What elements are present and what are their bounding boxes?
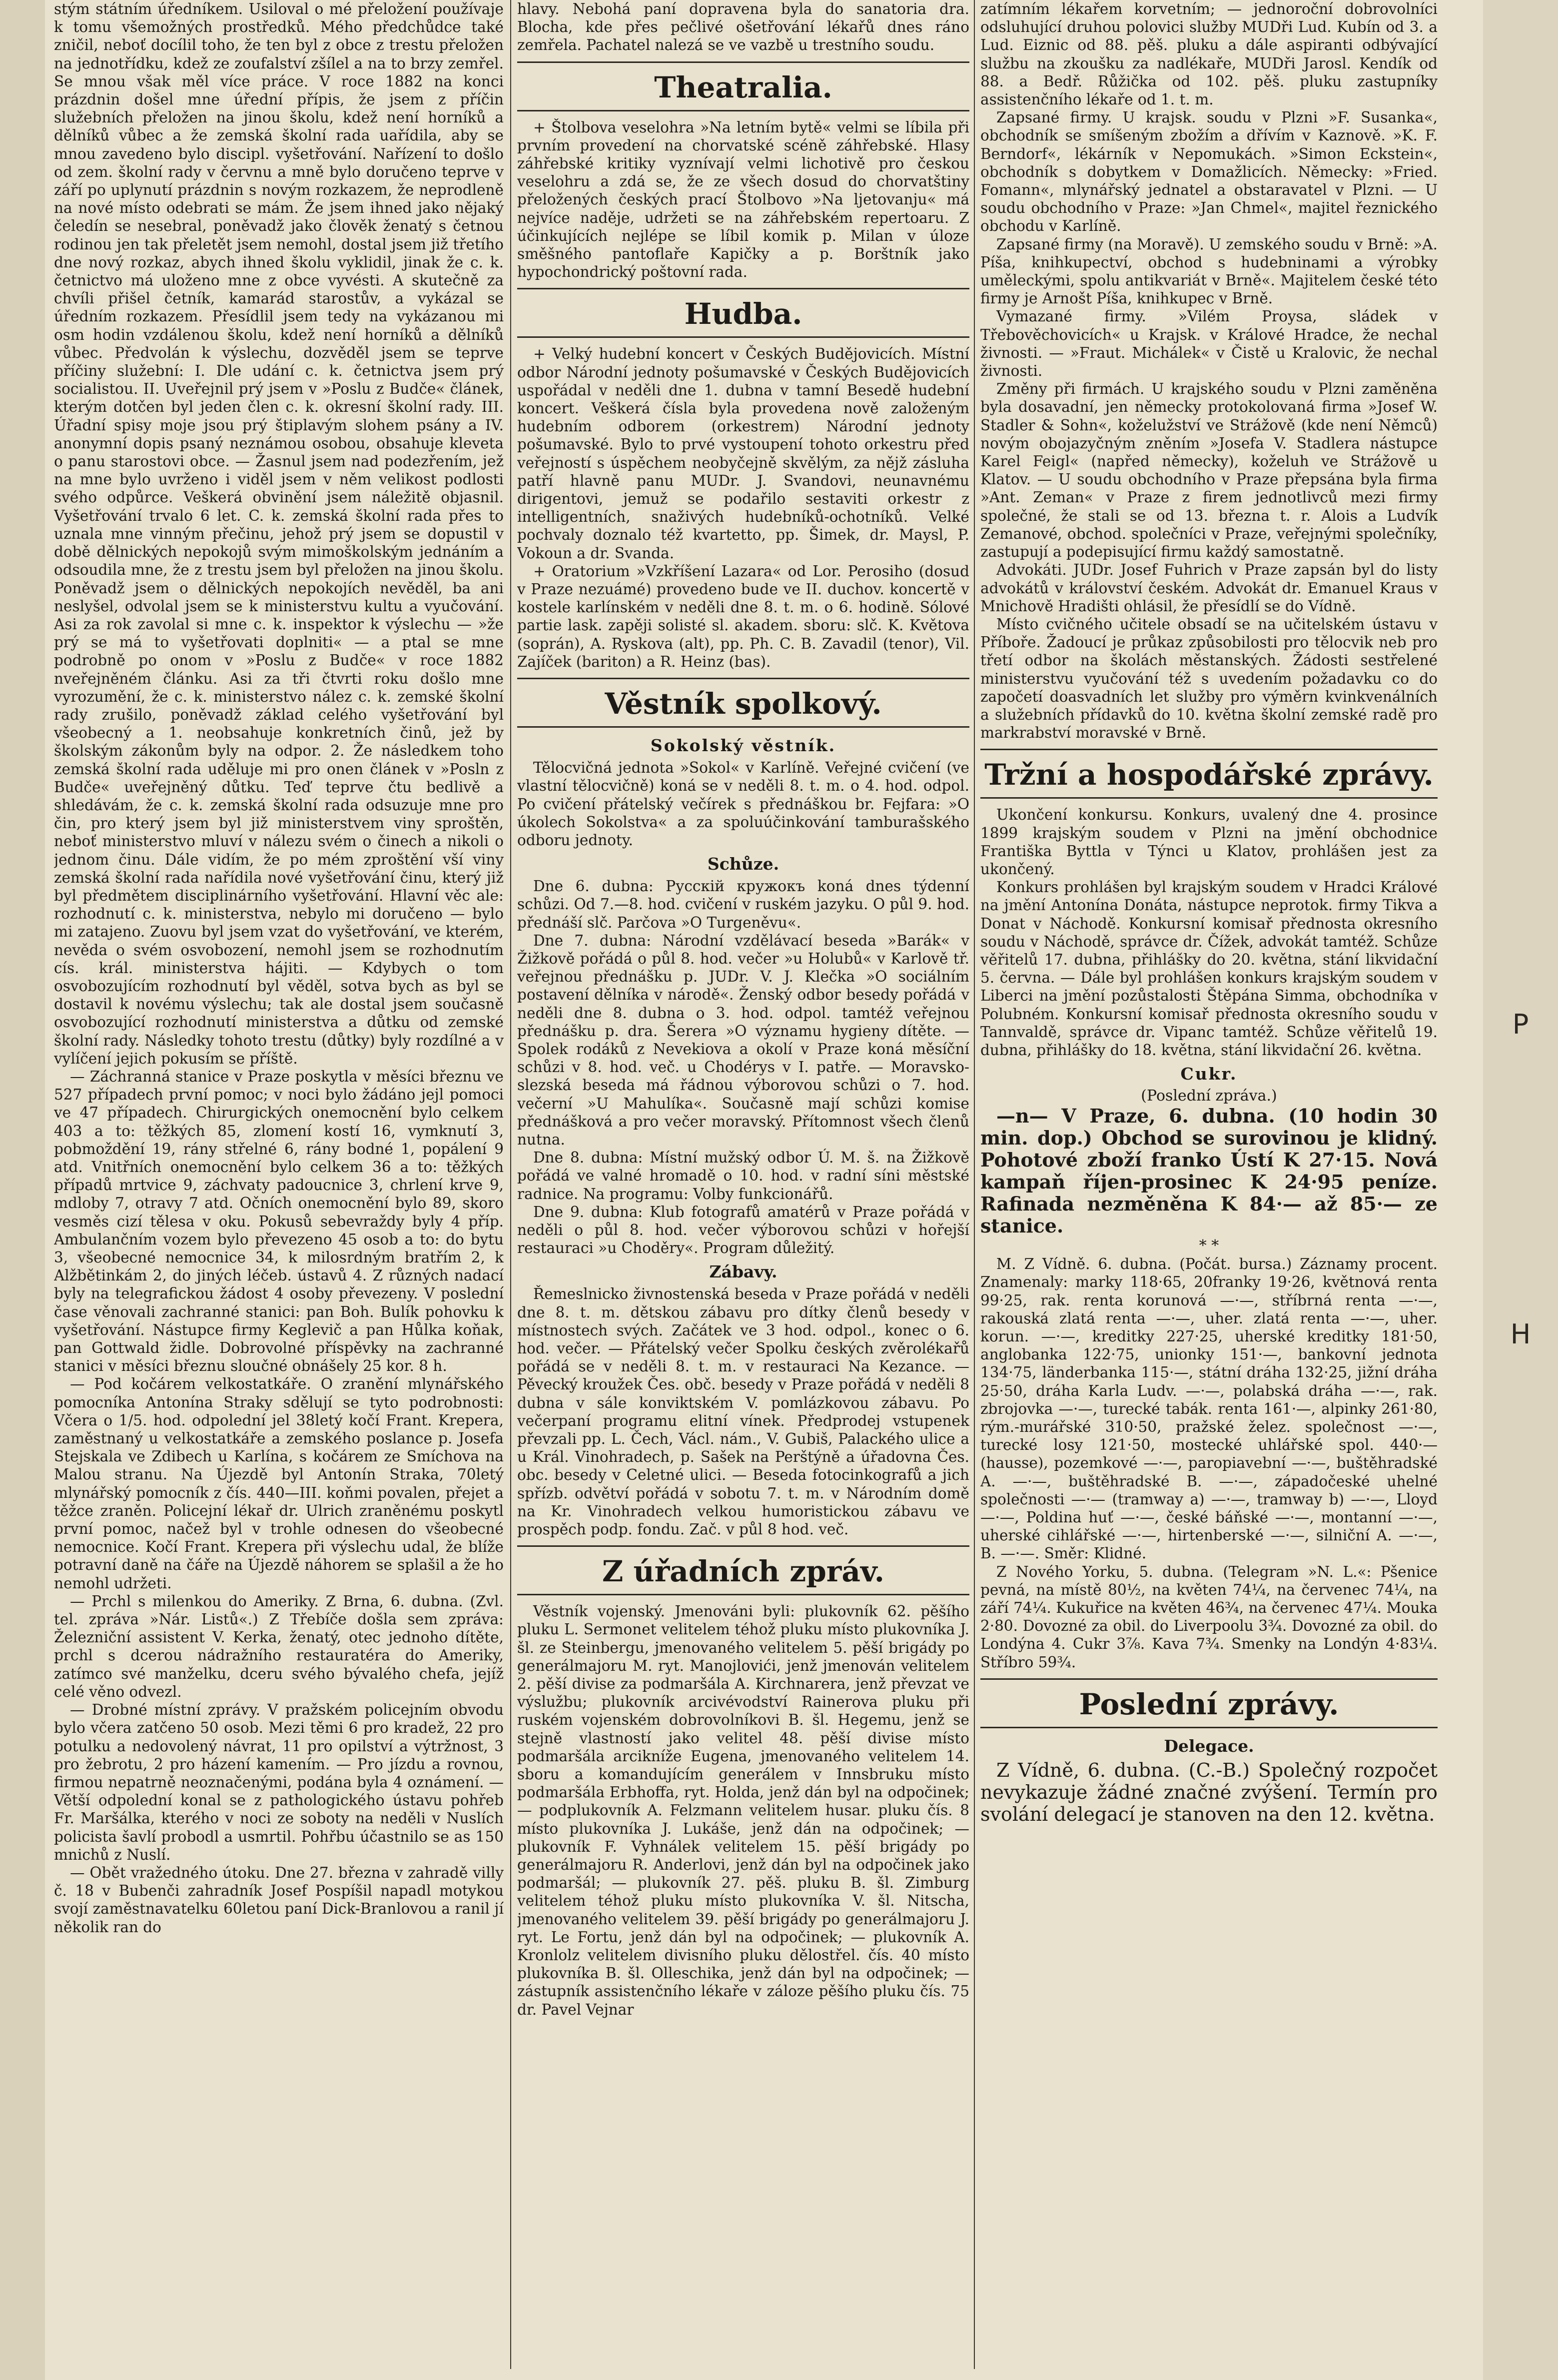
- column-3: [980, 0, 1438, 2369]
- article-text: stým státním úředníkem. Usiloval o mé přeložení používaje k tomu všemožných prostředků. Mého předchůdce také zničil, neboť docílil toho, že ten byl z obce z trestu přeložen na jednotřídku, kdež ze zoufalství zšílel a na to brzy zemřel. Se mnou však měl více práce. V roce 1882 na konci prázdnin došel mne úřední přípis, že jsem z příčin služebních přeložen na jinou školu, kdež není horníků a dělníků vůbec a že zemská školní rada uařídila, aby se mnou zavedeno bylo discipl. vyšetřování. Nařízení to došlo od zem. školní rady v červnu a mně bylo doručeno teprve v září po uplynutí prázdnin s novým rozkazem, že neprodleně na nové místo odebrati se mám. Že jsem ihned jako nějaký čeledín se nesebral, poněvadž jako člověk ženatý s četnou rodinou jen tak přeletět jsem nemohl, dostal jsem již třetího dne nový rozkaz, abych ihned školu vyklidil, jinak že c. k. četnictvo má uloženo mne z obce vyvésti. A skutečně za chvíli přišel četník, kamarád starostův, a vykázal se úředním rozkazem. Přesídlil jsem tedy na vykázanou mi osm hodin vzdálenou školu, kdež není horníků a dělníků vůbec. Předvolán k výslechu, dozvěděl jsem se teprve příčiny služební: I. Dle udání c. k. četnictva jsem prý socialistou. II. Uveřejnil prý jsem v »Poslu z Budče« článek, kterým dotčen byl jeden člen c. k. okresní školní rady. III. Úřadní spisy moje jsou prý štiplavým slohem psány a IV. anonymní dopis psaný neznámou osobou, obsahuje kleveta o panu starostovi obce. — Žasnul jsem nad podezřením, jež na mne bylo uvrženo i viděl jsem v něm velikost podlosti svého odpůrce. Veškerá obvinění jsem náležitě objasnil. Vyšetřování trvalo 6 let. C. k. zemská školní rada přes to uznala mne vinným přečinu, jehož prý jsem se dopustil v době dělnických nepokojů svým mimoškolským jednáním a odsoudila mne, že z trestu jsem byl přeložen na jinou školu. Poněvadž jsem o dělnických nepokojích nevěděl, ba ani neslyšel, odvolal jsem se k ministerstvu kultu a vyučování. Asi za rok zavolal si mne c. k. inspektor k výslechu — »že prý se má to vyšetřovati doplniti« — a ptal se mne podrobně po onom v »Poslu z Budče« v roce 1882 nveřejněném článku. Asi za tři čtvrti roku došlo mne vyrozumění, že c. k. ministerstvo nález c. k. zemské školní rady zrušilo, poněvadž základ celého vyšetřování byl všeobecný a 1. neobsahuje konkretních činů, jež by školským zákonům byly na odpor. 2. Že následkem toho zemská školní rada uděluje mi pro onen článek v »Posln z Budče« uveřejněný důtku. Teď teprve čtu bedlivě a shledávám, že c. k. zemská školní rada odsuzuje mne pro čin, pro který jsem byl již ministerstvem viny sproštěn, neboť ministerstvo mluví v nálezu svém o činech a nikoli o jednom činu. Dále vidím, že po mém zproštění vší viny zemská školní rada nařídila nové vyšetřování činu, který již byl předmětem disciplinárního vyšetřování. Hlavní věc ale: rozhodnutí c. k. ministerstva, nebylo mi doručeno — bylo mi zatajeno. Zuovu byl jsem vzat do vyšetřování, ve kterém, nevěda o svém osvobození, nemohl jsem se rozhodnutím cís. král. ministerstva hájiti. — Kdybych o tom osvobozujícím rozhodnutí byl věděl, sotva bych as byl se dostavil k novému výslechu; tak ale dostal jsem současně osvobozující rozhodnutí ministerstva a důtku od zemské školní rady. Následky tohoto trestu (důtky) byly rozdílné a v vylíčení jejich pokusím se příště.: [54, 0, 504, 1067]
- firms-text: Vymazané firmy. »Vilém Proysa, sládek v Třebověchovicích« u Krajsk. v Králové Hradce, že nechal živnosti. — »Fraut. Michálek« v Čistě u Kralovic, že nechal živnosti.: [980, 308, 1438, 380]
- meeting-text: Dne 8. dubna: Místní mužský odbor Ú. M. š. na Žižkově pořádá ve valné hromadě o 10. hod. v radní síni městské radnice. Na programu: Volby funkcionářů.: [517, 1149, 969, 1202]
- sokol-subheading: Sokolský věstník.: [650, 736, 836, 756]
- article-continued: hlavy. Nebohá paní dopravena byla do sanatoria dra. Blocha, kde přes pečlivé ošetřování lékařů dnes ráno zemřela. Pachatel nalezá se ve vazbě u trestního soudu.: [517, 0, 969, 54]
- new-york-report: Z Nového Yorku, 5. dubna. (Telegram »N. L.«: Pšenice pevná, na místě 80½, na květen 74¼, na červenec 74¼, na září 74¼. Kukuřice na květen 46¾, na červenec 47¼. Mouka 2·80. Dovozné za obil. do Liverpoolu 3¾. Dovozné za obil. do Londýna 4. Cukr 3⅞. Kava 7¾. Smenky na Londýn 4·83¼. Stříbro 59¾.: [980, 1563, 1438, 1671]
- meetings-subheading: Schůze.: [707, 854, 779, 874]
- column-rule: [974, 0, 975, 2369]
- separator-stars: * *: [1199, 1237, 1219, 1255]
- edge-mark: P: [1512, 1009, 1529, 1040]
- article-carriage: — Pod kočárem velkostatkáře. O zranění mlynářského pomocníka Antonína Straky sdělují se tyto podrobnosti: Včera o 1/5. hod. odpolední jel 38letý kočí Frant. Krepera, zaměstnaný u velkostatkáře a zemského poslance p. Josefa Stejskala ve Zdibech u Karlína, s kočárem ze Smíchova na Malou stranu. Na Újezdě byl Antonín Straka, 70letý mlynářský pomocník z čís. 440—III. koňmi povalen, přejet a těžce zraněn. Policejní lékař dr. Ulrich zraněnému poskytl první pomoc, načež byl v trohle odnesen do všeobecné nemocnice. Kočí Frant. Krepera při výslechu udal, že blíže potravní daně na čáře na Újezdě náhorem se splašil a že ho nemohl udržeti.: [54, 1375, 504, 1592]
- official-text: Věstník vojenský. Jmenováni byli: plukovník 62. pěšího pluku L. Sermonet velitelem téhož pluku místo plukovníka J. šl. ze Steinbergu, jmenovaného velitelem 5. pěší brigády po generálmajoru M. ryt. Manojlovići, jenž jmenován velitelem 2. pěší divise za podmaršála A. Kirchnarera, jenž převzat ve výslužbu; plukovník arcivévodství Rainerova pluku při ruském vojenském dobrovolníkovi B. šl. Hegemu, jenž se stejně vlastností jako velitel 48. pěší divise místo podmaršála arcikníže Eugena, jmenovaného velitelem 14. sboru a komandujícím generálem v Innsbruku místo podmaršála Erbhoffa, ryt. Holda, jenž dán byl na odpočinek; — podplukovník A. Felzmann velitelem husar. pluku čís. 8 místo plukovníka J. Lukáše, jenž dán na odpočinek; — plukovník F. Vyhnálek velitelem 15. pěší brigády po generálmajoru R. Anderlovi, jenž dán byl na odpočinek jako podmaršál; — plukovník 27. pěš. pluku B. šl. Zimburg velitelem téhož pluku místo plukovníka V. šl. Nitscha, jmenovaného velitelem 39. pěší brigády po generálmajoru J. ryt. Le Fortu, jenž dán byl na odpočinek; — plukovník A. Kronlolz velitelem divisního pluku dělostřel. čís. 40 místo plukovníka B. šl. Olleschika, jenž dán byl na odpočinek; — zástupník assistenčního lékaře v záloze pěšího pluku čís. 75 dr. Pavel Vejnar: [517, 1603, 969, 2018]
- left-margin: [0, 0, 45, 2380]
- column-2: [517, 0, 969, 2369]
- latest-text: Z Vídně, 6. dubna. (C.-B.) Společný rozpočet nevykazuje žádné značné zvýšení. Termín pro svolání delegací je stanoven na den 12. května.: [980, 1759, 1438, 1825]
- article-america: — Prchl s milenkou do Ameriky. Z Brna, 6. dubna. (Zvl. tel. zpráva »Nár. Listů«.) Z Třebíče došla sem zpráva: Železniční assistent V. Kerka, ženatý, otec jednoho dítěte, prchl s dcerou nádražního restauratéra do Ameriky, zatímco své manželku, dceru svého bývalého chefa, jejíž celé věno odvezl.: [54, 1592, 504, 1700]
- section-heading-latest: Poslední zprávy.: [980, 1678, 1438, 1728]
- firms-text: Zapsané firmy (na Moravě). U zemského soudu v Brně: »A. Píša, knihkupectví, obchod s hudebninami a výrobky uměleckými, spolu antikvariát v Brně«. Majitelem české této firmy je Arnošt Píša, knihkupec v Brně.: [980, 235, 1438, 307]
- edge-mark: H: [1510, 1318, 1531, 1350]
- section-heading-theatre: Theatralia.: [517, 61, 969, 111]
- article-local-news: — Drobné místní zprávy. V pražském policejním obvodu bylo včera zatčeno 50 osob. Mezi těmi 6 pro kradež, 22 pro potulku a nedovolený návrat, 11 pro opilství a výtržnost, 3 pro žebrotu, 2 pro házení kamením. — Pro jízdu a rovnou, firmou nepatrně neoznačenými, podána byla 4 oznámení. — Větší odpolední konal se z pathologického ústavu pohřeb Fr. Maršálka, kterého v noci ze soboty na neděli v Nuslích policista šavlí probodl a usmrtil. Pohřbu účastnilo se as 150 mnichů z Nuslí.: [54, 1701, 504, 1863]
- section-heading-market: Tržní a hospodářské zprávy.: [980, 749, 1438, 799]
- section-heading-associations: Věstník spolkový.: [517, 678, 969, 728]
- official-continued: zatímním lékařem korvetním; — jednoroční dobrovolníci odsluhující druhou polovici služby MUDři Lud. Kubín od 3. a Lud. Eiznic od 88. pěš. pluku a dále aspiranti odbývající službu na zkoušku za nadlékaře, MUDři Jarosl. Kendík od 88. a Bedř. Růžička od 102. pěš. pluku zastupníky assistenčního lékaře od 1. t. m.: [980, 0, 1438, 108]
- music-text-1: + Velký hudební koncert v Českých Budějovicích. Místní odbor Národní jednoty pošumavské v Českých Budějovicích uspořádal v neděli dne 1. dubna v tamní Besedě hudební koncert. Veškerá čísla byla provedena nově založeným hudebním odborem (orkestrem) Národní jednoty pošumavské. Bylo to prvé vystoupení tohoto orkestru před veřejností s úspěchem neobyčejně skvělým, za nějž zásluha patří hlavně panu MUDr. J. Svandovi, neunavnému dirigentovi, jemuž se podařilo sestaviti orkestr z intelligentních, snaživých hudebníků-ochotníků. Velké pochvaly doznalo též kvartetto, pp. Šimek, dr. Maysl, P. Vokoun a dr. Svanda.: [517, 345, 969, 562]
- sokol-text: Tělocvičná jednota »Sokol« v Karlíně. Veřejné cvičení (ve vlastní tělocvičně) koná se v neděli 8. t. m. o 4. hod. odpol. Po cvičení přátelský večírek s přednáškou br. Fejfara: »O úkolech Sokolstva« a za spoluúčinkování tamburašského odboru jednoty.: [517, 759, 969, 849]
- right-margin: [1483, 0, 1558, 2380]
- market-text: Konkurs prohlášen byl krajským soudem v Hradci Králové na jmění Antonína Donáta, nástupce neprotok. firmy Tikva a Donat v Náchodě. Konkursní komisař přednosta okresního soudu v Náchodě, správce dr. Čížek, advokát tamtéž. Schůze věřitelů 17. dubna, přihlášky do 20. května, stání likvidační 5. června. — Dále byl prohlášen konkurs krajským soudem v Liberci na jmění pozůstalosti Štěpána Simma, obchodníka v Polubném. Konkursní komisař přednosta okresního soudu v Tannvaldě, správce dr. Vipanc tamtéž. Schůze věřitelů 19. dubna, přihlášky do 18. května, stání likvidační 26. května.: [980, 879, 1438, 1059]
- sugar-report: —n— V Praze, 6. dubna. (10 hodin 30 min. dop.) Obchod se surovinou je klidný. Pohotové zboží franko Ústí K 27·15. Nová kampaň říjen-prosinec K 24·95 peníze. Rafinada nezměněna K 84·— až 85·— ze stanice.: [980, 1105, 1438, 1237]
- firms-text: Místo cvičného učitele obsadí se na učitelském ústavu v Příboře. Žadoucí je průkaz způsobilosti pro tělocvik neb pro třetí odbor na školách městanských. Žádosti sestřelené ministerstvu vyučování též s uvedením požadavku co do započetí doasvadních let služby pro výměrn kvinkvenálních a služebních přídavků do 10. května školní zemské radě pro markrabství moravské v Brně.: [980, 615, 1438, 742]
- section-heading-official: Z úřadních zpráv.: [517, 1545, 969, 1595]
- sugar-heading: Cukr.: [1180, 1064, 1238, 1084]
- market-text: Ukončení konkursu. Konkurs, uvalený dne 4. prosince 1899 krajským soudem v Plzni na jmění obchodnice Františka Byttla v Týnci u Klatov, prohlášen jest za ukončený.: [980, 806, 1438, 878]
- article-rescue-station: — Záchranná stanice v Praze poskytla v měsíci březnu ve 527 případech první pomoc; v noci bylo žádáno jejl pomoci ve 47 případech. Chirurgických onemocnění bylo celkem 403 a to: těžkých 85, zlomení kostí 16, vymknutí 3, pobmoždění 19, rány střelné 6, rány bodné 1, popálení 9 atd. Vnitřních onemocnění bylo celkem 36 a to: těžkých případů mrtvice 9, záchvaty padoucnice 3, chrlení krve 9, mdloby 7, otravy 7 atd. Očních onemocnění bylo 89, skoro vesměs cizí tělesa v oku. Pokusů sebevraždy byly 4 příp. Ambulančním vozem bylo převezeno 45 osob a to: do bytu 3, všeobecné nemocnice 34, k milosrdným bratřím 2, k Alžbětinkám 2, do jiných léčeb. ústavů 4. Z různých nadací byly na telegrafickou žádost 4 osoby převezeny. V poslední čase věnovali zachranné stanici: pan Boh. Bulík pohovku k vyšetřování. Nástupce firmy Keglevič a pan Hůlka koňak, pan Gottwald židle. Dobrovolné příspěvky na zachranné stanici v měsíci březnu sloučné obnášely 25 kor. 8 h.: [54, 1068, 504, 1375]
- column-rule: [510, 0, 511, 2369]
- music-text-2: + Oratorium »Vzkříšení Lazara« od Lor. Perosiho (dosud v Praze nezuámé) provedeno bude ve II. duchov. koncertě v kostele karlínském v neděli dne 8. t. m. o 6. hodině. Sólové partie lask. zapěji solisté sl. akadem. sboru: slč. K. Květova (soprán), A. Ryskova (alt), pp. Ph. C. B. Zavadil (tenor), Vil. Zajíček (bariton) a R. Heinz (bas).: [517, 562, 969, 670]
- article-murder: — Obět vražedného útoku. Dne 27. března v zahradě villy č. 18 v Bubenči zahradník Josef Pospíšil napadl motykou svojí zaměstnavatelku 60letou paní Dick-Branlovou a ranil jí několik ran do: [54, 1864, 504, 1936]
- sugar-subheading: (Poslední zpráva.): [1141, 1087, 1277, 1105]
- meeting-text: Dne 9. dubna: Klub fotografů amatérů v Praze pořádá v neděli o půl 8. hod. večer výborovou schůzi v hořejší restauraci »u Choděry«. Program důležitý.: [517, 1203, 969, 1257]
- firms-text: Advokáti. JUDr. Josef Fuhrich v Praze zapsán byl do listy advokátů v království českém. Advokát dr. Emanuel Kraus v Mnichově Hradišti ohlásil, že přesídlí se do Vídně.: [980, 561, 1438, 615]
- meeting-text: Dne 7. dubna: Národní vzdělávací beseda »Barák« v Žižkově pořádá o půl 8. hod. večer »u Holubů« v Karlově tř. veřejnou přednášku p. JUDr. V. J. Klečka »O sociálním postavení dělníka v národě«. Ženský odbor besedy pořádá v neděli dne 8. dubna o 3. hod. odpol. tamtéž veřejnou přednášku p. dra. Šerera »O významu hygieny dítěte. — Spolek rodáků z Nevekiova a okolí v Praze koná měsíční schůzi v 8. hod. več. u Chodérys v I. patře. — Moravsko-slezská beseda má řádnou výborovou schůzi o 7. hod. večerní »U Mahulíka«. Současně mají schůzi komise přednášková a pro večer moravský. Přítomnost všech členů nutna.: [517, 932, 969, 1148]
- entertainment-text: Řemeslnicko živnostenská beseda v Praze pořádá v neděli dne 8. t. m. dětskou zábavu pro dítky členů besedy v místnostech svých. Začátek ve 3 hod. odpol., konec o 6. hod. večer. — Přátelský večer Spolku českých zvěrolékařů pořádá se v neděli 8. t. m. v restauraci Na Kezance. — Pěvecký kroužek Čes. obč. besedy v Praze pořádá v neděli 8 dubna v sále konviktském V. pomlázkovou zábavu. Po večerpaní programu elitní vínek. Předprodej vstupenek převzali pp. L. Čech, Václ. nám., V. Gubiš, Palackého ulice a u Král. Vinohradech, p. Sašek na Perštýně a úřadovna Čes. obc. besedy v Celetné ulici. — Beseda fotocinkografů a jich spřízb. odvětví pořádá v sobotu 7. t. m. v Národním domě na Kr. Vinohradech velkou humoristickou zábavu ve prospěch podp. fondu. Zač. v půl 8 hod. več.: [517, 1285, 969, 1538]
- vienna-exchange: M. Z Vídně. 6. dubna. (Počát. bursa.) Záznamy procent. Znamenaly: marky 118·65, 20franky 19·26, květnová renta 99·25, rak. renta korunová —·—, stříbrná renta —·—, rakouská zlatá renta —·—, uher. zlatá renta —·—, uher. korun. —·—, kreditky 227·25, uherské kreditky 181·50, anglobanka 122·75, unionky 151·—, bankovní jednota 134·75, länderbanka 115·—, státní dráha 132·25, jižní dráha 25·50, dráha Karla Ludv. —·—, polabská dráha —·—, rak. zbrojovka —·—, turecké tabák. renta 161·—, alpinky 261·80, rým.-murářské 310·50, pražské želez. společnost —·—, turecké losy 121·50, mostecké uhlářské spol. 440·— (hausse), pozemkové —·—, paropiavební —·—, buštěhradské A. —·—, buštěhradské B. —·—, západočeské uhelné společnosti —·— (tramway a) —·—, tramway b) —·—, Lloyd —·—, Poldina huť —·—, české báňské —·—, montanní —·—, uherské cihlářské —·—, hirtenberské —·—, silniční A. —·—, B. —·—. Směr: Klidné.: [980, 1255, 1438, 1562]
- latest-subheading: Delegace.: [1164, 1736, 1254, 1756]
- section-heading-music: Hudba.: [517, 288, 969, 338]
- firms-text: Zapsané firmy. U krajsk. soudu v Plzni »F. Susanka«, obchodník se smíšeným zbožím a dřívím v Kaznově. »K. F. Berndorf«, lékárník v Nepomukách. »Simon Eckstein«, obchodník s dobytkem v Domažlicích. Německy: »Fried. Fomann«, mlynářský jednatel a obstaravatel v Plzni. — U soudu obchodního v Praze: »Jan Chmel«, majitel řeznického obchodu v Karlíně.: [980, 109, 1438, 235]
- firms-text: Změny při firmách. U krajského soudu v Plzni zaměněna byla dosavadní, jen německy protokolovaná firma »Josef W. Stadler & Sohn«, koželužství ve Strážově (kde není Němců) novým obojazyčným zněním »Josefa V. Stadlera nástupce Karel Feigl« (napřed německy), koželuh ve Strážově u Klatov. — U soudu obchodního v Praze přepsána byla firma »Ant. Zeman« v Praze z firem jednotlivců mezi firmy společné, že stali se od 13. března t. r. Alois a Ludvík Zemanové, obchod. společníci v Praze, veřejnými společníky, zastupují a podepisující firmu každý samostatně.: [980, 380, 1438, 561]
- entertainment-subheading: Zábavy.: [709, 1262, 778, 1282]
- column-1: [54, 0, 504, 2369]
- theatre-text: + Štolbova veselohra »Na letním bytě« velmi se líbila při prvním provedení na chorvatské scéně záhřebské. Hlasy záhřebské kritiky vyznívají velmi lichotivě pro českou veselohru a zdá se, že ze všech dosud do chorvatštiny přeložených českých prací Štolbovo »Na ljetovanju« má nejvíce naděje, udržeti se na záhřebském repertoaru. Z účinkujících nejlépe se líbil komik p. Milan v úloze směšného pantoflaře Kapičky a p. Borštník jako hypochondrický poštovní rada.: [517, 118, 969, 281]
- meeting-text: Dne 6. dubna: Русскій кружокъ koná dnes týdenní schůzi. Od 7.—8. hod. cvičení v ruském jazyku. O půl 9. hod. přednáší slč. Parčova »O Turgeněvu«.: [517, 878, 969, 931]
